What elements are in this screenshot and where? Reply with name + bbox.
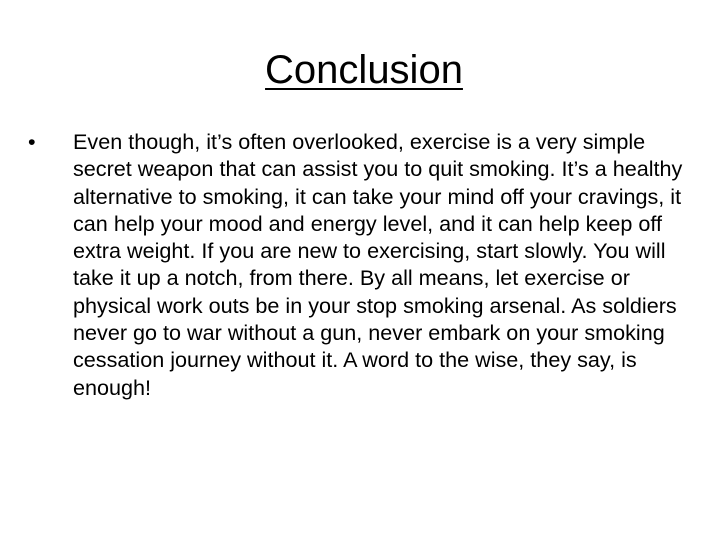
bullet-item <box>28 128 688 401</box>
bullet-list <box>28 128 688 401</box>
bullet-text: Even though, it’s often overlooked, exercise is a very simple secret weapon that can assist you to quit smoking. It’s a healthy alternative to smoking, it can take your mind off your cravings, it can help your mood and energy level, and it can help keep off extra weight. If you are new to exercising, start slowly. You will take it up a notch, from there. By all means, let exercise or physical work outs be in your stop smoking arsenal. As soldiers never go to war without a gun, never embark on your smoking cessation journey without it. A word to the wise, they say, is enough! <box>73 129 683 400</box>
slide-title: Conclusion <box>265 48 463 92</box>
bullet-marker: • <box>28 129 36 154</box>
